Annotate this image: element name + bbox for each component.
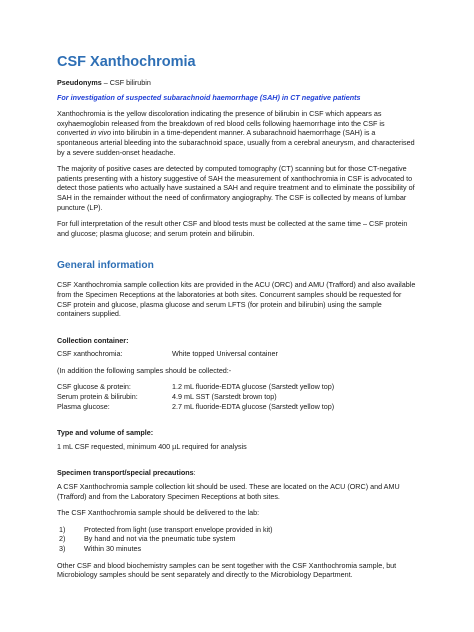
transport-list (57, 525, 416, 554)
intro-paragraph-2: The majority of positive cases are detected by computed tomography (CT) scanning but for those CT-negative patients presenting with a history suggestive of SAH the measurement of xanthochromia in CSF is advocated to detect those patients who actually have sustained a SAH and require treatment and to eliminate the possibility of SAH in the remainder without the need of confirmatory angiography. The CSF is collected by means of lumbar puncture (LP). (57, 164, 415, 212)
general-heading: General information (57, 260, 154, 272)
transport-heading-suffix: : (193, 468, 196, 478)
list-item-number: 1) (59, 524, 66, 534)
page-title: CSF Xanthochromia (57, 54, 196, 70)
collection-main-value: White topped Universal container (172, 349, 278, 359)
collection-row-value: 2.7 mL fluoride-EDTA glucose (Sarstedt yellow top) (172, 401, 335, 411)
intro-paragraph-3: For full interpretation of the result other CSF and blood tests must be collected at the same time – CSF protein and glucose; plasma glucose; and serum protein and bilirubin. (57, 219, 408, 238)
list-item-text: By hand and not via the pneumatic tube system (84, 534, 236, 544)
transport-paragraph-1: A CSF Xanthochromia sample collection kit should be used. These are located on the ACU (ORC) and AMU (Trafford) and from the Laboratory Specimen Receptions at both sites. (57, 482, 400, 501)
intro-p1-a: Xanthochromia is the yellow discoloration indicating the presence of bilirubin in CSF which appears as oxyhaemoglobin released from the breakdown of red blood cells following haemorrhage into the CSF is converted (57, 109, 385, 138)
collection-table (57, 382, 416, 411)
collection-row-key: Plasma glucose: (57, 401, 110, 411)
collection-main-row (57, 349, 416, 359)
pseudonyms-text: – CSF bilirubin (101, 78, 151, 87)
collection-row-key: CSF glucose & protein: (57, 382, 131, 392)
volume-text: 1 mL CSF requested, minimum 400 µL required for analysis (57, 441, 247, 451)
subtitle: For investigation of suspected subarachnoid haemorrhage (SAH) in CT negative patients (57, 92, 361, 102)
general-paragraph: CSF Xanthochromia sample collection kits are provided in the ACU (ORC) and AMU (Trafford) and also available from the Specimen Receptions at the laboratories at both sites. Concurrent samples should be requested for CSF protein and glucose, plasma glucose and serum LFTS (for protein and bilirubin) using the sample containers supplied. (57, 280, 416, 319)
collection-heading: Collection container: (57, 335, 129, 345)
list-item-number: 2) (59, 534, 66, 544)
collection-main-key: CSF xanthochromia: (57, 349, 123, 359)
volume-heading: Type and volume of sample: (57, 428, 154, 438)
list-item-text: Within 30 minutes (84, 544, 142, 553)
list-item (57, 525, 416, 535)
collection-note: (In addition the following samples should be collected:- (57, 365, 232, 375)
transport-paragraph-3: Other CSF and blood biochemistry samples can be sent together with the CSF Xanthochromia sample, but Microbiology samples should be sent separately and directly to the Microbiology Department. (57, 560, 397, 580)
transport-paragraph-2: The CSF Xanthochromia sample should be delivered to the lab: (57, 508, 260, 518)
intro-paragraph-1 (57, 109, 416, 157)
collection-row-value: 4.9 mL SST (Sarstedt brown top) (172, 392, 277, 402)
pseudonyms-line (57, 78, 416, 88)
intro-p1-em: in vivo (90, 128, 111, 138)
collection-row-value: 1.2 mL fluoride-EDTA glucose (Sarstedt yellow top) (172, 382, 335, 392)
intro-p1-b: into bilirubin in a time-dependent manner. A subarachnoid haemorrhage (SAH) is a spontaneous arterial bleeding into the subarachnoid space, usually from a cerebral aneurysm, and characterised by a severe sudden-onset headache. (57, 128, 415, 157)
collection-row (57, 382, 416, 392)
transport-heading-text: Specimen transport/special precautions (57, 468, 194, 478)
transport-heading (57, 468, 416, 478)
list-item (57, 544, 416, 554)
collection-row (57, 392, 416, 402)
list-item (57, 534, 416, 544)
list-item-number: 3) (59, 544, 66, 553)
collection-row (57, 402, 416, 412)
pseudonyms-label: Pseudonyms (57, 78, 102, 87)
collection-row-key: Serum protein & bilirubin: (57, 392, 138, 402)
list-item-text: Protected from light (use transport envelope provided in kit) (84, 524, 273, 534)
